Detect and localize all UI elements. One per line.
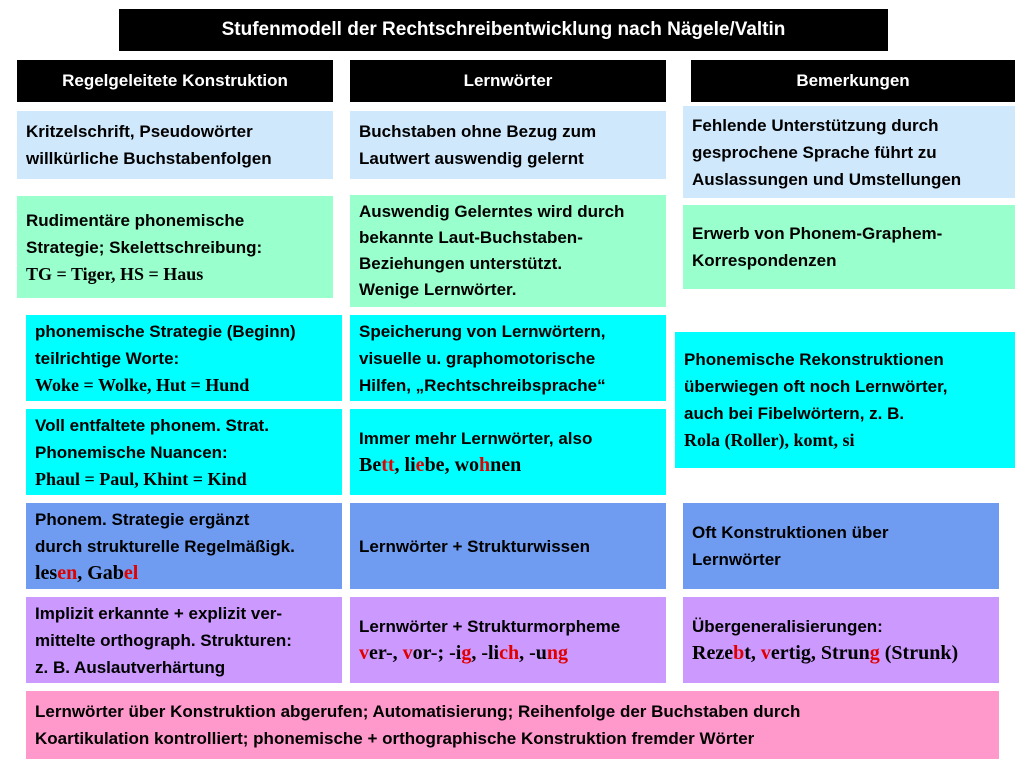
stage-3-lernwoerter (350, 315, 666, 401)
example-text: er-, (369, 642, 403, 664)
stage-6-bemerkungen (683, 597, 999, 683)
example-text: Be (359, 454, 382, 476)
column-header-lernwoerter: Lernwörter (350, 60, 666, 102)
column-header-konstruktion: Regelgeleitete Konstruktion (17, 60, 333, 102)
highlighted-letters: v (359, 642, 369, 664)
text-line: Lernwörter + Strukturwissen (359, 536, 590, 556)
highlighted-letters: b (733, 642, 745, 664)
text-line: Hilfen, „Rechtschreibsprache“ (359, 375, 606, 395)
final-stage-box (26, 691, 999, 759)
text-line: bekannte Laut-Buchstaben- (359, 228, 583, 247)
text-line: überwiegen oft noch Lernwörter, (684, 377, 948, 396)
highlighted-letters: e (415, 454, 425, 476)
text-line: Erwerb von Phonem-Graphem- (692, 224, 943, 243)
highlighted-letters: v (402, 642, 413, 664)
text-line: durch strukturelle Regelmäßigk. (35, 536, 295, 556)
text-line: Wenige Lernwörter. (359, 280, 517, 299)
example-words (692, 640, 990, 667)
example-text: ertig, Strun (770, 642, 870, 664)
text-line: Kritzelschrift, Pseudowörter (26, 122, 253, 141)
stage-6-lernwoerter (350, 597, 666, 683)
text-line: Auslassungen und Umstellungen (692, 169, 962, 189)
example-text: , li (394, 454, 416, 476)
highlighted-letters: en (57, 561, 78, 584)
example-text: t, (744, 642, 761, 664)
example-text: Reze (692, 642, 734, 664)
example-text: , -u (519, 642, 547, 664)
text-line: auch bei Fibelwörtern, z. B. (684, 404, 905, 423)
text-line: Voll entfaltete phonem. Strat. (35, 415, 269, 435)
example-words (35, 560, 333, 587)
text-line: Immer mehr Lernwörter, also (359, 429, 593, 448)
highlighted-letters: ng (546, 642, 569, 664)
text-line: Korrespondenzen (692, 251, 837, 270)
stage-2-lernwoerter (350, 195, 666, 307)
stage-5-bemerkungen (683, 503, 999, 589)
text-line: phonemische Strategie (Beginn) (35, 321, 296, 341)
example-words (359, 640, 657, 667)
stage-1-konstruktion (17, 111, 333, 179)
stage-5-konstruktion (26, 503, 342, 589)
stage-4-lernwoerter (350, 409, 666, 495)
highlighted-letters: el (123, 561, 139, 584)
stage-1-lernwoerter (350, 111, 666, 179)
text-line: Phonemische Rekonstruktionen (684, 350, 944, 369)
stage-3-konstruktion (26, 315, 342, 401)
text-line: Implizit erkannte + explizit ver- (35, 603, 283, 623)
example-words: Woke = Wolke, Hut = Hund (35, 374, 250, 395)
stage-6-konstruktion (26, 597, 342, 683)
text-line: z. B. Auslautverhärtung (35, 657, 226, 677)
highlighted-letters: g (461, 642, 472, 664)
text-line: Rudimentäre phonemische (26, 210, 245, 230)
text-line: Lernwörter (692, 550, 781, 569)
text-line: mittelte orthograph. Strukturen: (35, 630, 292, 650)
example-text: nen (490, 454, 522, 476)
text-line: Fehlende Unterstützung durch (692, 115, 939, 135)
text-line: Beziehungen unterstützt. (359, 254, 563, 273)
example-text: or-; -i (412, 642, 462, 664)
stage-4-konstruktion (26, 409, 342, 495)
highlighted-letters: v (760, 642, 771, 664)
text-line: Lautwert auswendig gelernt (359, 149, 584, 168)
highlighted-letters: g (869, 642, 880, 664)
text-line: Buchstaben ohne Bezug zum (359, 122, 597, 141)
example-words: TG = Tiger, HS = Haus (26, 263, 204, 284)
text-line: teilrichtige Worte: (35, 348, 180, 368)
example-text: , Gab (77, 561, 124, 584)
diagram-title: Stufenmodell der Rechtschreibentwicklung nach Nägele/Valtin (119, 9, 888, 51)
text-line: Lernwörter + Strukturmorpheme (359, 617, 621, 636)
text-line: gesprochene Sprache führt zu (692, 142, 937, 162)
example-words: Rola (Roller), komt, si (684, 430, 855, 450)
text-line: Lernwörter über Konstruktion abgerufen; Automatisierung; Reihenfolge der Buchstaben durch (35, 702, 801, 721)
example-words: Phaul = Paul, Khint = Kind (35, 468, 247, 489)
highlighted-letters: h (479, 454, 491, 476)
text-line: Oft Konstruktionen über (692, 523, 889, 542)
stage-1-bemerkungen (683, 106, 1015, 198)
stage-2-bemerkungen (683, 205, 1015, 289)
column-header-bemerkungen: Bemerkungen (691, 60, 1015, 102)
text-line: Strategie; Skelettschreibung: (26, 237, 263, 257)
text-line: Phonem. Strategie ergänzt (35, 509, 250, 529)
text-line: willkürliche Buchstabenfolgen (26, 149, 272, 168)
highlighted-letters: tt (381, 454, 395, 476)
example-text: (Strunk) (879, 642, 959, 664)
stage-5-lernwoerter (350, 503, 666, 589)
text-line: Koartikulation kontrolliert; phonemische + orthographische Konstruktion fremder Wörter (35, 729, 755, 748)
example-words (359, 452, 657, 479)
text-line: visuelle u. graphomotorische (359, 348, 596, 368)
text-line: Phonemische Nuancen: (35, 442, 228, 462)
text-line: Übergeneralisierungen: (692, 617, 883, 636)
example-text: be, wo (424, 454, 480, 476)
stage-3-bemerkungen (675, 332, 1015, 468)
highlighted-letters: ch (499, 642, 520, 664)
example-text: , -li (471, 642, 500, 664)
text-line: Speicherung von Lernwörtern, (359, 321, 606, 341)
example-text: les (35, 561, 58, 584)
stage-2-konstruktion (17, 196, 333, 298)
text-line: Auswendig Gelerntes wird durch (359, 202, 625, 221)
